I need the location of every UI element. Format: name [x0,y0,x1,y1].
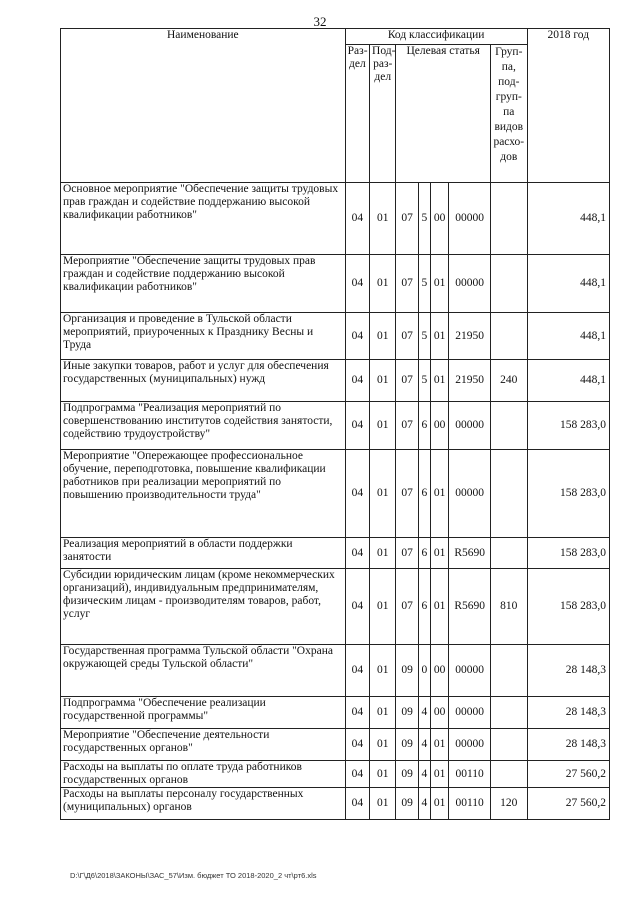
row-razdel: 04 [345,569,369,645]
row-t4: 00000 [449,645,491,697]
row-amount: 28 148,3 [527,645,609,697]
row-t3: 00 [431,697,449,729]
row-t4: 00110 [449,761,491,788]
row-name: Мероприятие "Опережающее профессиональное обучение, переподготовка, повышение квалификации работников при реализации мероприятий по повышению производительности труда" [61,450,346,538]
header-expense-group: Груп- па, под- груп- па видов расхо- дов [490,45,527,183]
row-name: Мероприятие "Обеспечение защиты трудовых прав граждан и содействие поддержанию высокой квалификации работников" [61,255,346,313]
row-vr [490,450,527,538]
row-t2: 6 [418,450,430,538]
row-name: Расходы на выплаты по оплате труда работников государственных органов [61,761,346,788]
row-t2: 5 [418,183,430,255]
row-t3: 01 [431,538,449,569]
row-t2: 6 [418,538,430,569]
row-vr [490,183,527,255]
table-row [61,360,610,402]
row-amount: 448,1 [527,360,609,402]
row-name: Подпрограмма "Обеспечение реализации государственной программы" [61,697,346,729]
row-t2: 4 [418,697,430,729]
row-vr [490,313,527,360]
row-amount: 27 560,2 [527,788,609,820]
row-razdel: 04 [345,645,369,697]
row-name: Подпрограмма "Реализация мероприятий по совершенствованию институтов содействия занятости, содействию трудоустройству" [61,402,346,450]
row-t4: 00000 [449,697,491,729]
row-vr: 120 [490,788,527,820]
row-t1: 07 [396,402,418,450]
row-t1: 07 [396,450,418,538]
row-podrazdel: 01 [370,569,396,645]
row-vr [490,697,527,729]
row-t3: 01 [431,761,449,788]
row-t4: 00000 [449,450,491,538]
row-t3: 00 [431,402,449,450]
row-vr [490,402,527,450]
row-t2: 4 [418,729,430,761]
row-t2: 5 [418,313,430,360]
row-t2: 0 [418,645,430,697]
row-t3: 01 [431,450,449,538]
row-t4: 21950 [449,313,491,360]
row-t1: 07 [396,360,418,402]
row-amount: 448,1 [527,183,609,255]
row-t4: 00000 [449,183,491,255]
row-t2: 5 [418,360,430,402]
row-t3: 00 [431,183,449,255]
row-vr: 240 [490,360,527,402]
row-t4: 00000 [449,402,491,450]
row-podrazdel: 01 [370,788,396,820]
row-amount: 27 560,2 [527,761,609,788]
row-t2: 5 [418,255,430,313]
row-amount: 158 283,0 [527,450,609,538]
table-row [61,788,610,820]
row-t4: 00110 [449,788,491,820]
row-vr [490,538,527,569]
row-t3: 01 [431,788,449,820]
row-t4: 00000 [449,729,491,761]
row-name: Расходы на выплаты персоналу государственных (муниципальных) органов [61,788,346,820]
budget-table [60,28,610,820]
row-name: Мероприятие "Обеспечение деятельности государственных органов" [61,729,346,761]
row-t4: 00000 [449,255,491,313]
row-podrazdel: 01 [370,255,396,313]
row-name: Основное мероприятие "Обеспечение защиты трудовых прав граждан и содействие поддержанию высокой квалификации работников" [61,183,346,255]
row-vr: 810 [490,569,527,645]
row-podrazdel: 01 [370,183,396,255]
table-row [61,450,610,538]
row-podrazdel: 01 [370,313,396,360]
table-row [61,761,610,788]
row-podrazdel: 01 [370,729,396,761]
row-amount: 28 148,3 [527,697,609,729]
header-year: 2018 год [527,29,609,183]
table-row [61,645,610,697]
row-razdel: 04 [345,729,369,761]
table-row [61,183,610,255]
row-podrazdel: 01 [370,761,396,788]
row-razdel: 04 [345,788,369,820]
row-vr [490,645,527,697]
row-t4: R5690 [449,538,491,569]
table-row [61,313,610,360]
table-row [61,729,610,761]
row-razdel: 04 [345,761,369,788]
row-t2: 6 [418,569,430,645]
row-amount: 158 283,0 [527,402,609,450]
row-razdel: 04 [345,183,369,255]
row-t1: 09 [396,729,418,761]
row-podrazdel: 01 [370,697,396,729]
row-t1: 09 [396,645,418,697]
row-podrazdel: 01 [370,402,396,450]
header-code-group: Код классификации [345,29,527,45]
row-podrazdel: 01 [370,538,396,569]
header-section: Раз- дел [345,45,369,183]
table-header [61,29,610,183]
row-t3: 01 [431,729,449,761]
row-t1: 07 [396,313,418,360]
row-razdel: 04 [345,402,369,450]
row-amount: 448,1 [527,255,609,313]
row-vr [490,761,527,788]
row-name: Субсидии юридическим лицам (кроме некоммерческих организаций), индивидуальным предпринимателям, физическим лицам - производителям товаров, работ, услуг [61,569,346,645]
row-razdel: 04 [345,697,369,729]
row-t1: 09 [396,788,418,820]
row-vr [490,255,527,313]
row-amount: 448,1 [527,313,609,360]
page-number: 32 [313,14,327,29]
row-name: Организация и проведение в Тульской области мероприятий, приуроченных к Празднику Весны и Труда [61,313,346,360]
row-t1: 07 [396,183,418,255]
row-podrazdel: 01 [370,360,396,402]
row-t4: 21950 [449,360,491,402]
row-razdel: 04 [345,538,369,569]
row-t1: 07 [396,255,418,313]
row-t1: 07 [396,538,418,569]
row-t3: 01 [431,255,449,313]
row-t1: 07 [396,569,418,645]
table-body [61,183,610,820]
row-razdel: 04 [345,255,369,313]
file-path-footer: D:\Г\Д6\2018\ЗАКОНЫ\ЗАС_57\Изм. бюджет ТО 2018-2020_2 чт\рт6.xls [70,871,317,880]
row-t3: 01 [431,360,449,402]
row-t4: R5690 [449,569,491,645]
row-t1: 09 [396,761,418,788]
row-vr [490,729,527,761]
table-row [61,697,610,729]
row-t3: 00 [431,645,449,697]
row-t3: 01 [431,569,449,645]
row-razdel: 04 [345,360,369,402]
row-amount: 158 283,0 [527,569,609,645]
row-name: Государственная программа Тульской области "Охрана окружающей среды Тульской области" [61,645,346,697]
row-amount: 28 148,3 [527,729,609,761]
row-t2: 4 [418,788,430,820]
row-amount: 158 283,0 [527,538,609,569]
row-t1: 09 [396,697,418,729]
row-t3: 01 [431,313,449,360]
row-name: Реализация мероприятий в области поддержки занятости [61,538,346,569]
table-row [61,255,610,313]
header-target: Целевая статья [396,45,491,183]
row-t2: 6 [418,402,430,450]
table-row [61,402,610,450]
row-podrazdel: 01 [370,645,396,697]
table-row [61,569,610,645]
row-razdel: 04 [345,450,369,538]
row-razdel: 04 [345,313,369,360]
table-row [61,538,610,569]
row-t2: 4 [418,761,430,788]
header-subsection: Под- раз- дел [370,45,396,183]
header-name: Наименование [61,29,346,183]
row-name: Иные закупки товаров, работ и услуг для обеспечения государственных (муниципальных) нужд [61,360,346,402]
row-podrazdel: 01 [370,450,396,538]
